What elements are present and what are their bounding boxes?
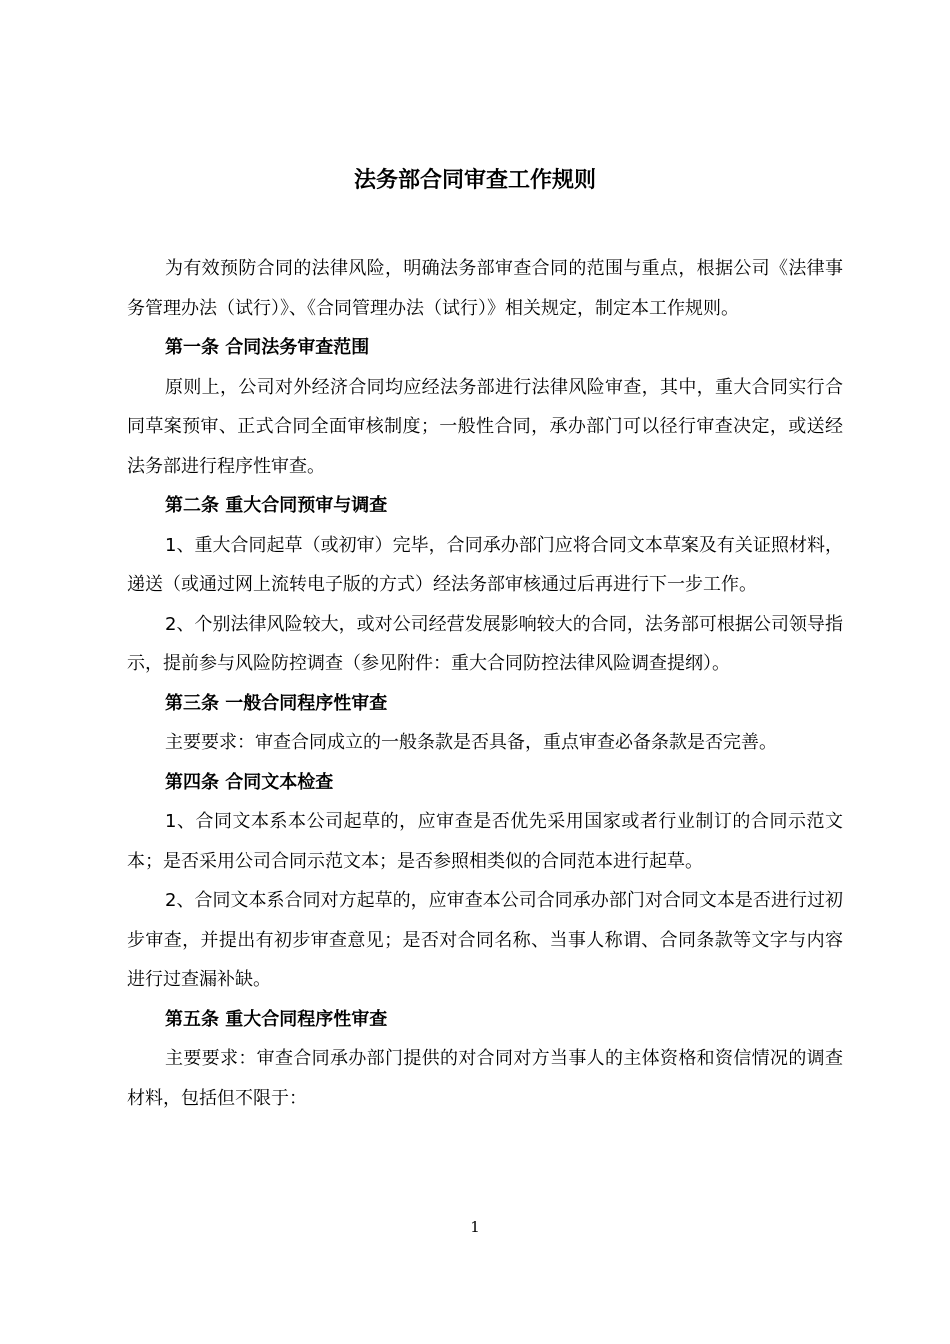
article-2-heading: 第二条 重大合同预审与调查 [165, 495, 388, 516]
article-5-paragraph: 主要要求：审查合同承办部门提供的对合同对方当事人的主体资格和资信情况的调查材料，包括但不限于： [127, 1048, 843, 1109]
page-number: 1 [470, 1218, 480, 1236]
article-2-item-2: 2、个别法律风险较大，或对公司经营发展影响较大的合同，法务部可根据公司领导指示，提前参与风险防控调查（参见附件：重大合同防控法律风险调查提纲）。 [127, 613, 843, 674]
intro-paragraph: 为有效预防合同的法律风险，明确法务部审查合同的范围与重点，根据公司《法律事务管理办法（试行）》、《合同管理办法（试行）》相关规定，制定本工作规则。 [127, 258, 843, 319]
document-body [127, 249, 843, 1118]
article-5-heading: 第五条 重大合同程序性审查 [165, 1008, 388, 1030]
article-2-item-1: 1、重大合同起草（或初审）完毕，合同承办部门应将合同文本草案及有关证照材料，递送（或通过网上流转电子版的方式）经法务部审核通过后再进行下一步工作。 [127, 534, 843, 595]
article-4-item-2: 2、合同文本系合同对方起草的，应审查本公司合同承办部门对合同文本是否进行过初步审查，并提出有初步审查意见；是否对合同名称、当事人称谓、合同条款等文字与内容进行过查漏补缺。 [127, 890, 843, 990]
article-1-paragraph: 原则上，公司对外经济合同均应经法务部进行法律风险审查，其中，重大合同实行合同草案预审、正式合同全面审核制度；一般性合同，承办部门可以径行审查决定，或送经法务部进行程序性审查。 [127, 376, 843, 477]
article-1-heading: 第一条 合同法务审查范围 [165, 337, 370, 358]
article-3-heading: 第三条 一般合同程序性审查 [165, 692, 388, 714]
article-4-heading: 第四条 合同文本检查 [165, 771, 334, 793]
article-4-item-1: 1、合同文本系本公司起草的，应审查是否优先采用国家或者行业制订的合同示范文本；是否采用公司合同示范文本；是否参照相类似的合同范本进行起草。 [127, 811, 843, 872]
article-3-paragraph: 主要要求：审查合同成立的一般条款是否具备，重点审查必备条款是否完善。 [165, 732, 777, 753]
document-title: 法务部合同审查工作规则 [353, 168, 596, 193]
